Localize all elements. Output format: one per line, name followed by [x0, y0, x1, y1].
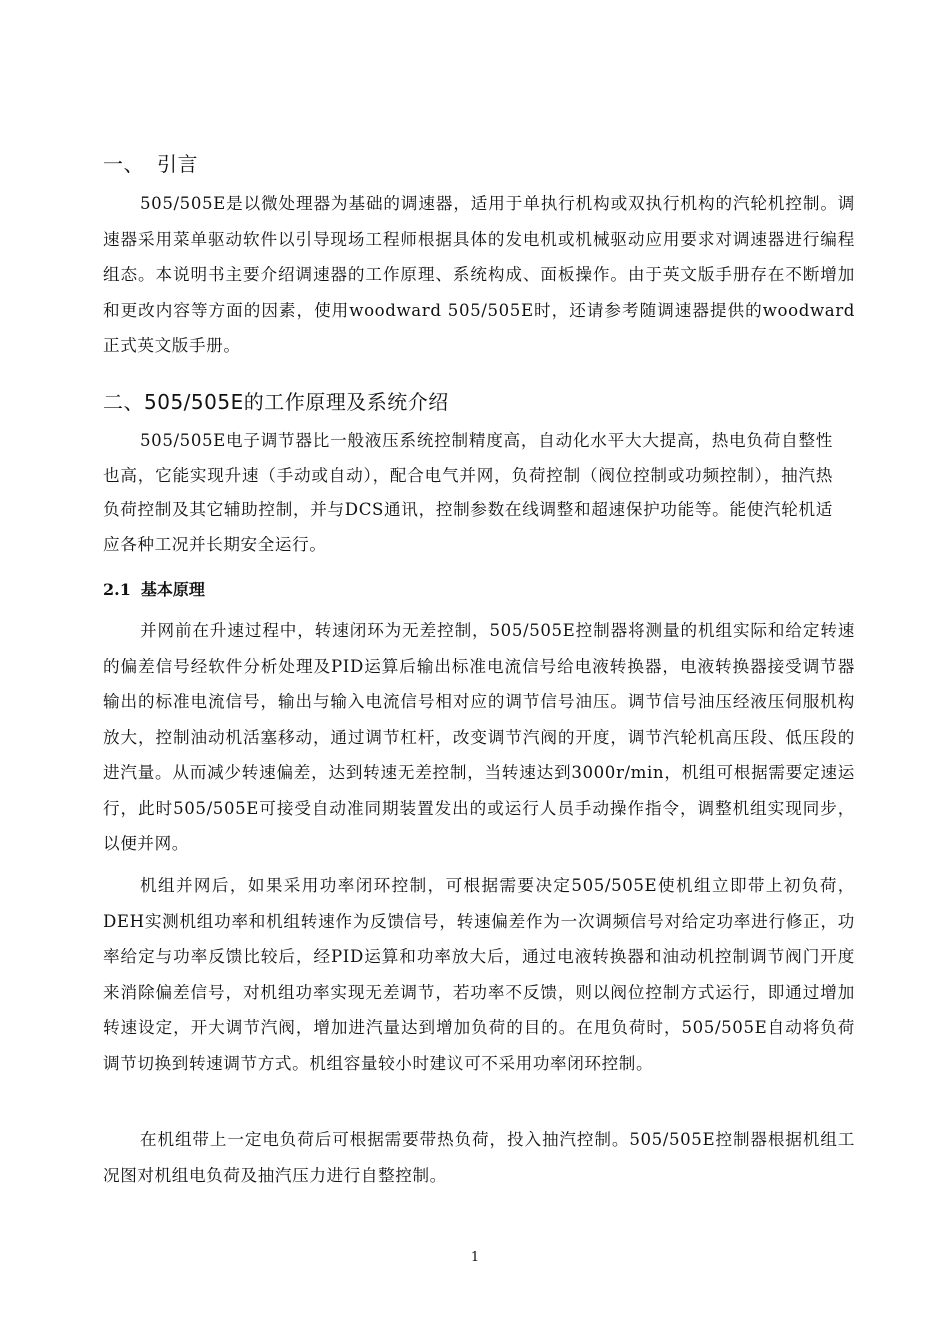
subsection-paragraph-3: 在机组带上一定电负荷后可根据需要带热负荷，投入抽汽控制。505/505E控制器根据机组工况图对机组电负荷及抽汽压力进行自整控制。 [103, 1130, 855, 1185]
section-2-paragraph: 505/505E电子调节器比一般液压系统控制精度高，自动化水平大大提高，热电负荷自整性也高，它能实现升速（手动或自动），配合电气并网，负荷控制（阀位控制或功频控制），抽汽热负荷控制及其它辅助控制，并与DCS通讯，控制参数在线调整和超速保护功能等。能使汽轮机适应各种工况并长期安全运行。 [103, 431, 833, 554]
section-1-title: 引言 [157, 152, 198, 176]
subsection-paragraph-1: 并网前在升速过程中，转速闭环为无差控制，505/505E控制器将测量的机组实际和给定转速的偏差信号经软件分析处理及PID运算后输出标准电流信号给电液转换器，电液转换器接受调节器输出的标准电流信号，输出与输入电流信号相对应的调节信号油压。调节信号油压经液压伺服机构放大，控制油动机活塞移动，通过调节杠杆，改变调节汽阀的开度，调节汽轮机高压段、低压段的进汽量。从而减少转速偏差，达到转速无差控制，当转速达到3000r/min，机组可根据需要定速运行，此时505/505E可接受自动准同期装置发出的或运行人员手动操作指令，调整机组实现同步，以便并网。 [103, 621, 855, 853]
subsection-title: 基本原理 [140, 580, 205, 599]
section-1-heading [103, 148, 198, 177]
subsection-number: 2.1 [103, 580, 131, 599]
subsection-heading [103, 577, 205, 600]
section-2-heading: 二、505/505E的工作原理及系统介绍 [103, 390, 449, 414]
subsection-paragraph-2: 机组并网后，如果采用功率闭环控制，可根据需要决定505/505E使机组立即带上初负荷，DEH实测机组功率和机组转速作为反馈信号，转速偏差作为一次调频信号对给定功率进行修正，功率给定与功率反馈比较后，经PID运算和功率放大后，通过电液转换器和油动机控制调节阀门开度来消除偏差信号，对机组功率实现无差调节，若功率不反馈，则以阀位控制方式运行，即通过增加转速设定，开大调节汽阀，增加进汽量达到增加负荷的目的。在甩负荷时，505/505E自动将负荷调节切换到转速调节方式。机组容量较小时建议可不采用功率闭环控制。 [103, 876, 855, 1073]
section-1-paragraph: 505/505E是以微处理器为基础的调速器，适用于单执行机构或双执行机构的汽轮机控制。调速器采用菜单驱动软件以引导现场工程师根据具体的发电机或机械驱动应用要求对调速器进行编程组态。本说明书主要介绍调速器的工作原理、系统构成、面板操作。由于英文版手册存在不断增加和更改内容等方面的因素，使用woodward 505/505E时，还请参考随调速器提供的woodward正式英文版手册。 [103, 194, 855, 355]
page-number: 1 [470, 1250, 480, 1265]
section-1-number: 一、 [103, 152, 144, 176]
